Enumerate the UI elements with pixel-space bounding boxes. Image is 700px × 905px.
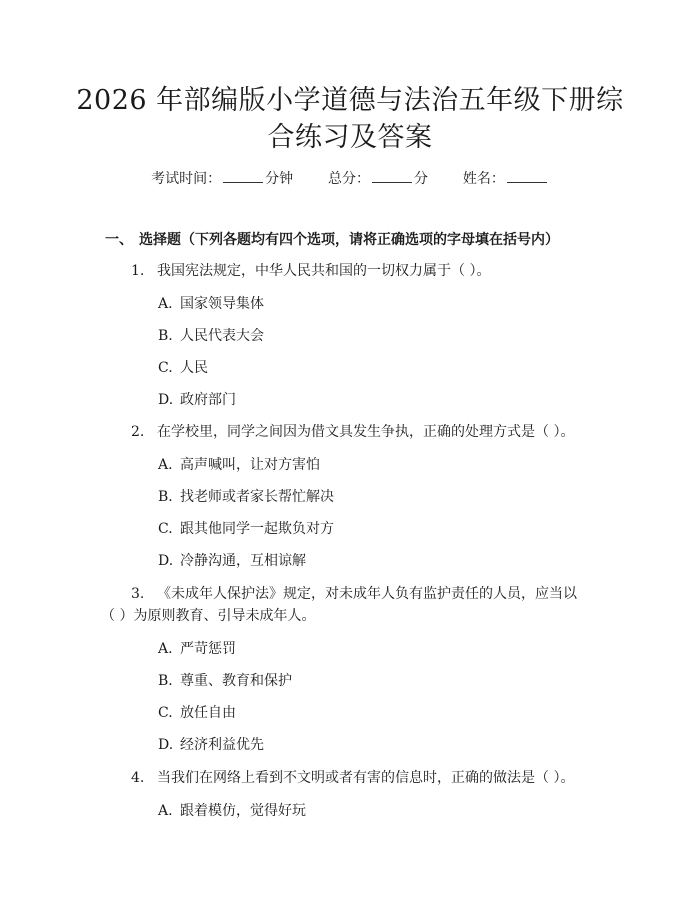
- option-4a: [158, 801, 306, 821]
- option-text: 人民: [180, 360, 208, 376]
- option-letter: C.: [158, 360, 173, 376]
- score-unit: 分: [414, 171, 428, 187]
- option-1b: [158, 326, 264, 346]
- option-text: 政府部门: [180, 392, 236, 408]
- option-1c: [158, 358, 208, 378]
- time-label: 考试时间：: [151, 171, 222, 187]
- name-label: 姓名：: [462, 171, 505, 187]
- option-text: 高声喊叫，让对方害怕: [180, 457, 320, 473]
- section-title: 选择题（下列各题均有四个选项，请将正确选项的字母填在括号内）: [139, 232, 559, 248]
- question-number: 1.: [131, 263, 145, 279]
- question-number: 2.: [131, 424, 145, 440]
- option-text: 人民代表大会: [180, 328, 264, 344]
- section-number: 一、: [105, 232, 133, 248]
- option-letter: D.: [158, 392, 174, 408]
- option-3b: [158, 671, 292, 691]
- option-3c: [158, 703, 236, 723]
- question-number: 4.: [131, 770, 145, 786]
- option-letter: A.: [158, 457, 173, 473]
- option-letter: A.: [158, 296, 173, 312]
- option-text: 跟着模仿，觉得好玩: [180, 803, 306, 819]
- option-letter: B.: [158, 489, 173, 505]
- question-text: 在学校里，同学之间因为借文具发生争执，正确的处理方式是（ ）。: [157, 424, 575, 440]
- section-heading: [105, 230, 559, 250]
- option-1d: [158, 390, 236, 410]
- score-blank: [372, 168, 412, 183]
- question-4: [131, 768, 574, 788]
- time-blank: [223, 168, 263, 183]
- option-letter: C.: [158, 705, 173, 721]
- option-text: 放任自由: [180, 705, 236, 721]
- question-text-line-2: （ ）为原则教育、引导未成年人。: [101, 608, 316, 624]
- option-letter: B.: [158, 328, 173, 344]
- option-letter: B.: [158, 673, 173, 689]
- option-text: 冷静沟通，互相谅解: [180, 553, 306, 569]
- option-2c: [158, 519, 334, 539]
- option-2a: [158, 455, 320, 475]
- question-number: 3.: [131, 586, 145, 602]
- option-text: 严苛惩罚: [180, 641, 236, 657]
- option-3d: [158, 735, 264, 755]
- question-2: [131, 422, 574, 442]
- option-text: 跟其他同学一起欺负对方: [180, 521, 334, 537]
- question-text-line-1: 《未成年人保护法》规定，对未成年人负有监护责任的人员，应当以: [157, 586, 577, 602]
- option-1a: [158, 294, 264, 314]
- score-label: 总分：: [328, 171, 370, 187]
- option-text: 经济利益优先: [180, 737, 264, 753]
- option-letter: D.: [158, 553, 174, 569]
- option-3a: [158, 639, 236, 659]
- exam-meta-row: [0, 168, 700, 189]
- question-3: [131, 584, 577, 604]
- option-letter: D.: [158, 737, 174, 753]
- option-letter: C.: [158, 521, 173, 537]
- option-letter: A.: [158, 641, 173, 657]
- question-text: 我国宪法规定，中华人民共和国的一切权力属于（ ）。: [157, 263, 491, 279]
- option-letter: A.: [158, 803, 173, 819]
- option-text: 尊重、教育和保护: [180, 673, 292, 689]
- time-unit: 分钟: [265, 171, 294, 187]
- question-text: 当我们在网络上看到不文明或者有害的信息时，正确的做法是（ ）。: [157, 770, 575, 786]
- option-2d: [158, 551, 306, 571]
- option-text: 找老师或者家长帮忙解决: [180, 489, 334, 505]
- question-1: [131, 261, 490, 281]
- option-text: 国家领导集体: [180, 296, 264, 312]
- document-title-line-2: 合练习及答案: [267, 122, 433, 153]
- document-title-line-1: 2026 年部编版小学道德与法治五年级下册综: [76, 85, 624, 116]
- option-2b: [158, 487, 334, 507]
- question-3-continued: [101, 606, 315, 626]
- name-blank: [507, 168, 547, 183]
